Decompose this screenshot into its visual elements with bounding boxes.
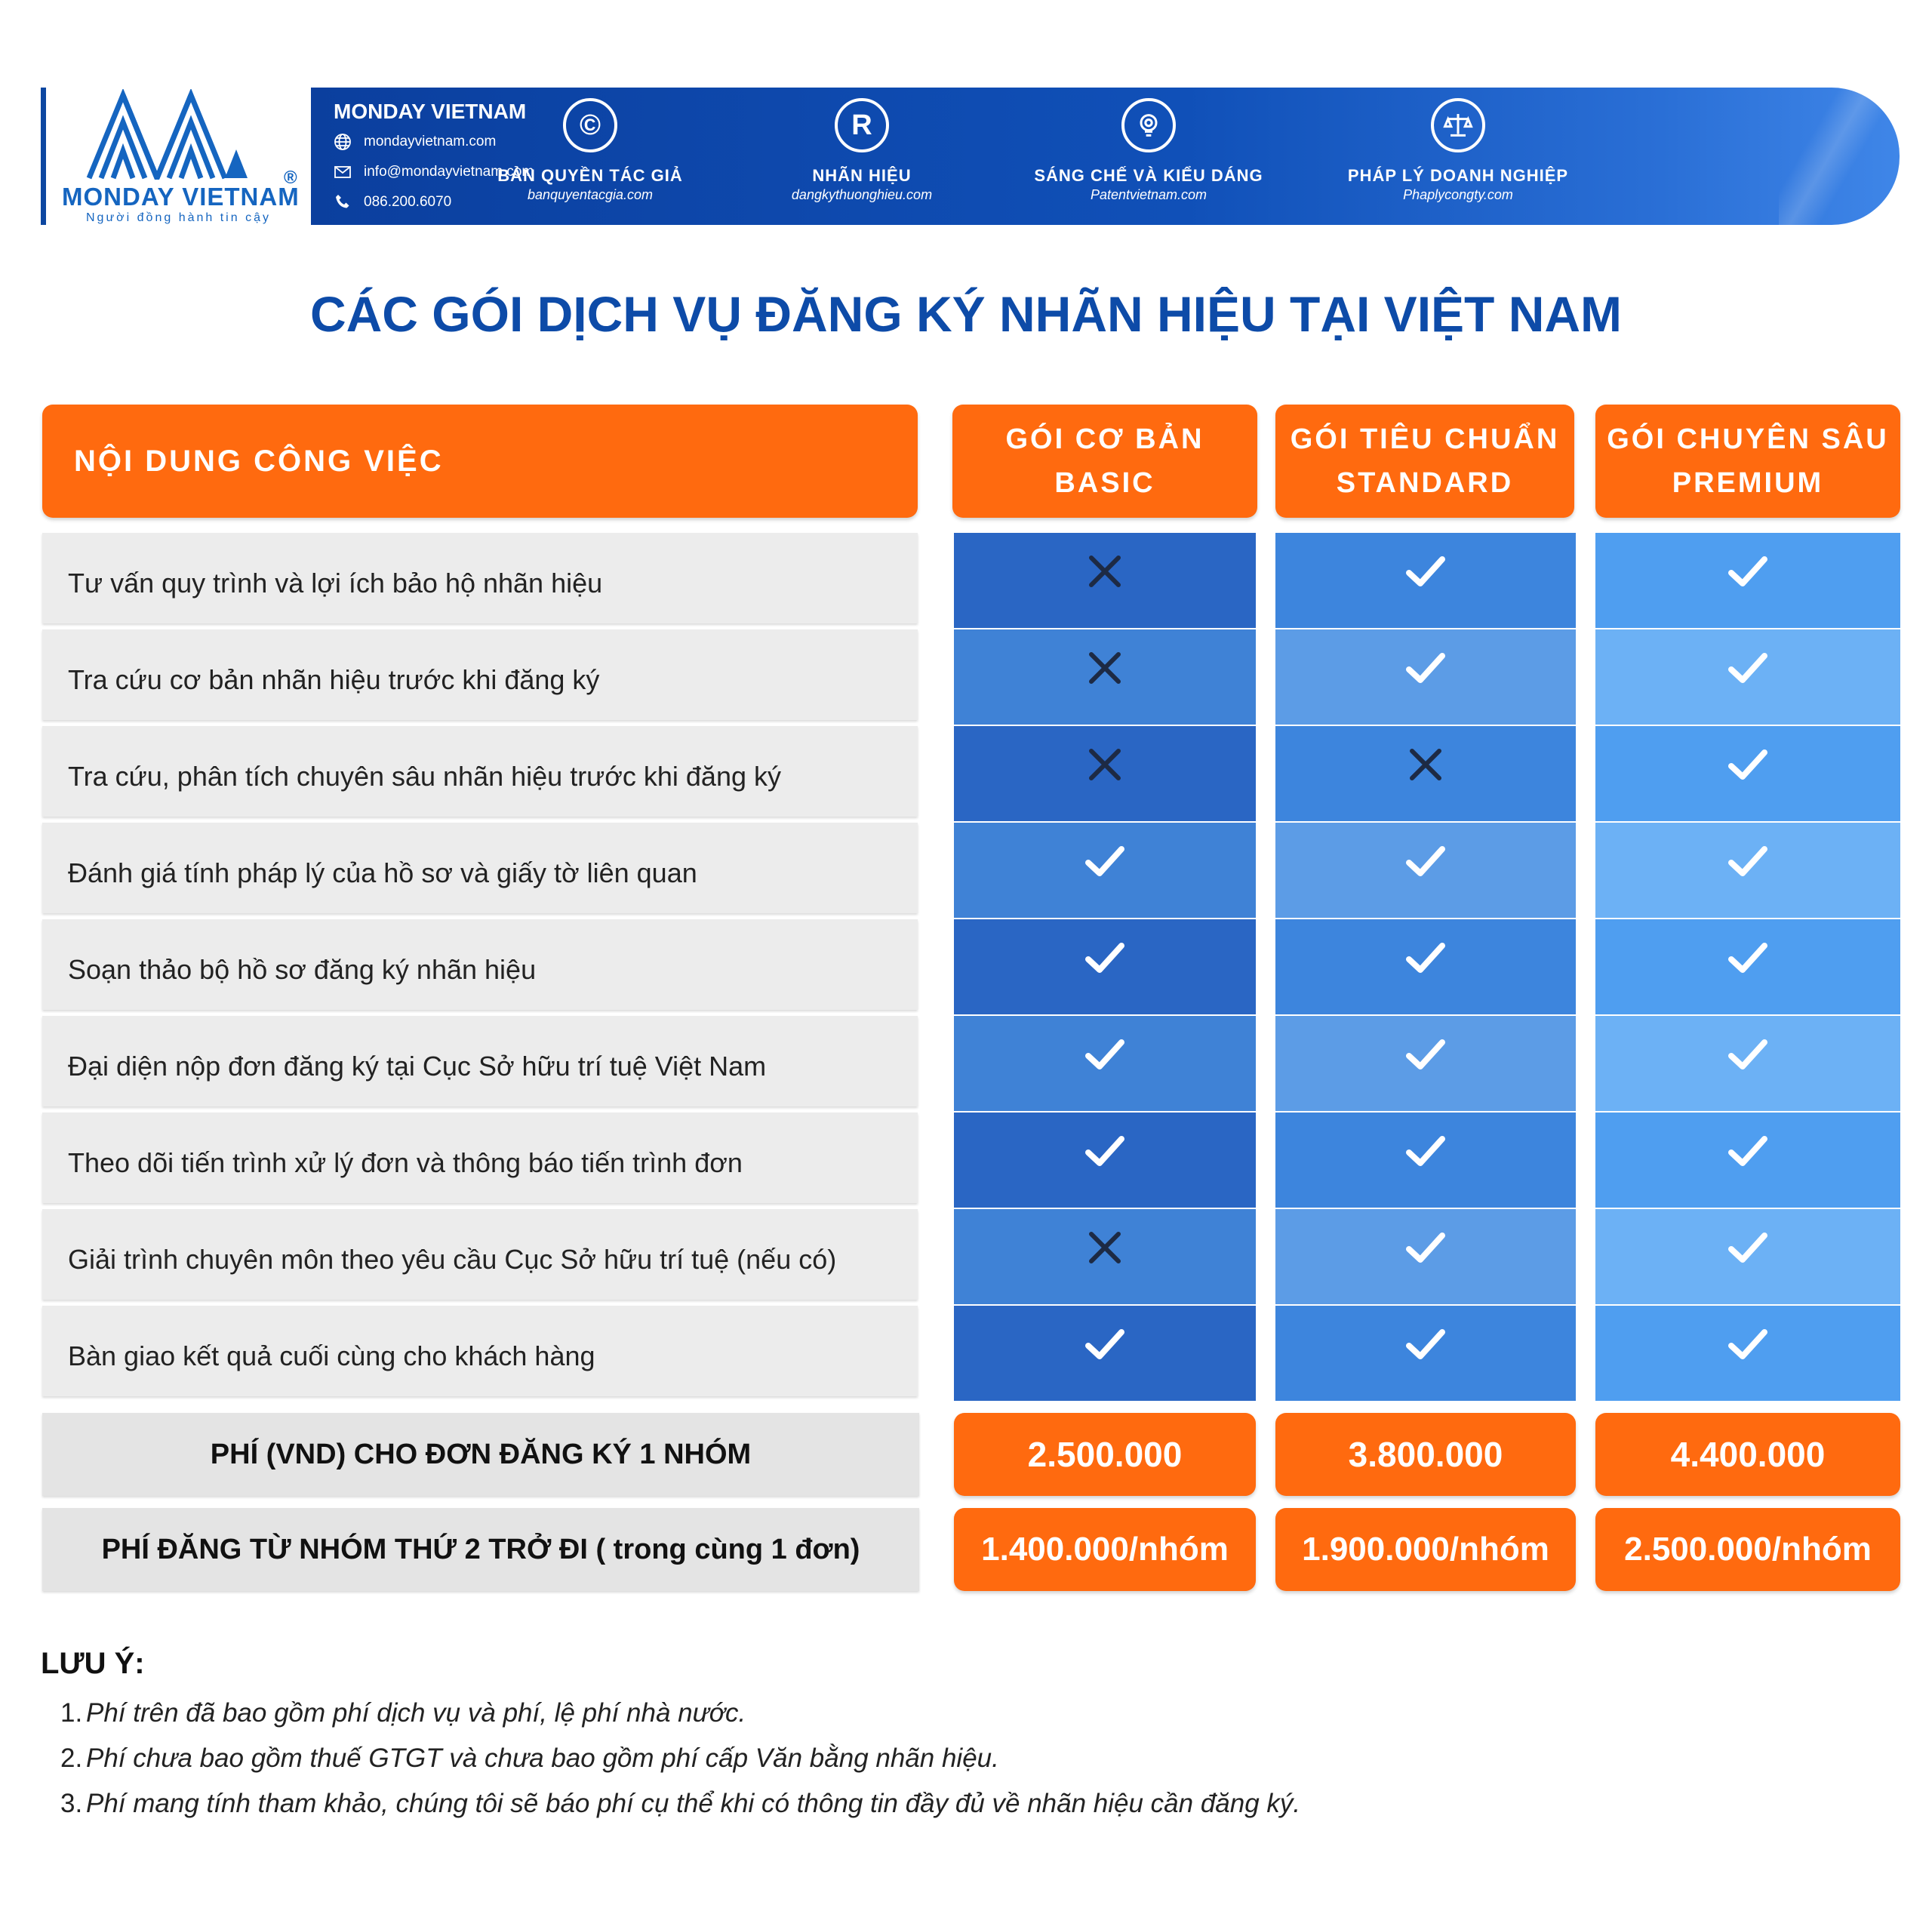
- logo-name: MONDAY VIETNAM: [62, 183, 300, 211]
- check-icon: [1082, 1322, 1128, 1367]
- service-trademark[interactable]: [741, 98, 983, 203]
- feature-cell-basic: [954, 533, 1256, 628]
- feature-cell-standard: [1275, 1306, 1576, 1401]
- check-icon: [1403, 1225, 1448, 1270]
- service-title: BẢN QUYỀN TÁC GIẢ: [497, 166, 683, 185]
- check-icon: [1725, 839, 1770, 884]
- service-title: SÁNG CHẾ VÀ KIỂU DÁNG: [1034, 166, 1263, 185]
- feature-cell-standard: [1275, 1209, 1576, 1304]
- fee-premium: 4.400.000: [1595, 1413, 1900, 1496]
- service-site: Phaplycongty.com: [1403, 187, 1513, 202]
- feature-row-label: Soạn thảo bộ hồ sơ đăng ký nhãn hiệu: [42, 919, 918, 1010]
- check-icon: [1403, 645, 1448, 691]
- feature-cell-premium: [1595, 533, 1900, 628]
- logo-tagline: Người đồng hành tin cậy: [86, 211, 271, 224]
- feature-row-label: Đánh giá tính pháp lý của hồ sơ và giấy tờ liên quan: [42, 823, 918, 913]
- package-header-standard: [1275, 405, 1574, 518]
- package-name: GÓI TIÊU CHUẨN: [1290, 423, 1560, 455]
- service-patent[interactable]: [1020, 98, 1277, 203]
- note-item: [60, 1789, 1300, 1819]
- feature-cell-premium: [1595, 1306, 1900, 1401]
- notes-title: LƯU Ý:: [41, 1647, 145, 1680]
- fee-additional-standard: 1.900.000/nhóm: [1275, 1508, 1576, 1591]
- feature-cell-basic: [954, 1016, 1256, 1111]
- page-title: CÁC GÓI DỊCH VỤ ĐĂNG KÝ NHÃN HIỆU TẠI VIỆT NAM: [309, 286, 1623, 342]
- note-number: 3.: [60, 1789, 83, 1818]
- feature-cell-premium: [1595, 726, 1900, 821]
- feature-row-label: Tra cứu, phân tích chuyên sâu nhãn hiệu trước khi đăng ký: [42, 726, 918, 817]
- fee-label-additional-group: PHÍ ĐĂNG TỪ NHÓM THỨ 2 TRỞ ĐI ( trong cùng 1 đơn): [42, 1508, 919, 1591]
- phone-text: 086.200.6070: [364, 194, 452, 210]
- check-icon: [1403, 549, 1448, 594]
- feature-cell-standard: [1275, 1016, 1576, 1111]
- feature-cell-premium: [1595, 1209, 1900, 1304]
- fee-basic: 2.500.000: [954, 1413, 1256, 1496]
- logo-divider: [41, 88, 46, 225]
- package-tier: PREMIUM: [1672, 467, 1824, 499]
- check-icon: [1403, 1032, 1448, 1077]
- feature-cell-basic: [954, 629, 1256, 725]
- feature-cell-standard: [1275, 726, 1576, 821]
- feature-cell-standard: [1275, 1113, 1576, 1208]
- package-tier: BASIC: [1054, 467, 1155, 499]
- fee-additional-basic: 1.400.000/nhóm: [954, 1508, 1256, 1591]
- package-header-basic: [952, 405, 1257, 518]
- package-name: GÓI CHUYÊN SÂU: [1607, 423, 1889, 455]
- note-number: 2.: [60, 1743, 83, 1773]
- note-item: [60, 1743, 999, 1774]
- fee-standard: 3.800.000: [1275, 1413, 1576, 1496]
- phone-icon: [334, 193, 352, 211]
- feature-row-label: Bàn giao kết quả cuối cùng cho khách hàng: [42, 1306, 918, 1396]
- feature-cell-basic: [954, 726, 1256, 821]
- registered-trademark-icon: R: [835, 98, 889, 152]
- check-icon: [1403, 839, 1448, 884]
- service-copyright[interactable]: [469, 98, 711, 203]
- feature-cell-basic: [954, 823, 1256, 918]
- cross-icon: [1082, 645, 1128, 691]
- monday-logo-mark-icon: [82, 89, 255, 180]
- check-icon: [1403, 935, 1448, 980]
- cross-icon: [1082, 1225, 1128, 1270]
- check-icon: [1725, 742, 1770, 787]
- website-text: mondayvietnam.com: [364, 134, 497, 149]
- note-item: [60, 1698, 746, 1728]
- feature-cell-premium: [1595, 629, 1900, 725]
- service-site: Patentvietnam.com: [1090, 187, 1208, 202]
- copyright-icon: ©: [563, 98, 617, 152]
- service-site: banquyentacgia.com: [527, 187, 654, 202]
- feature-cell-standard: [1275, 533, 1576, 628]
- check-icon: [1082, 839, 1128, 884]
- check-icon: [1403, 1128, 1448, 1174]
- package-tier: STANDARD: [1336, 467, 1514, 499]
- feature-cell-premium: [1595, 1016, 1900, 1111]
- feature-row-label: Theo dõi tiến trình xử lý đơn và thông báo tiến trình đơn: [42, 1113, 918, 1203]
- mail-icon: [334, 163, 352, 181]
- registered-mark: ®: [284, 168, 297, 188]
- check-icon: [1725, 1225, 1770, 1270]
- check-icon: [1082, 935, 1128, 980]
- feature-cell-basic: [954, 1306, 1256, 1401]
- check-icon: [1725, 549, 1770, 594]
- feature-cell-basic: [954, 1113, 1256, 1208]
- fee-additional-premium: 2.500.000/nhóm: [1595, 1508, 1900, 1591]
- note-text: Phí trên đã bao gồm phí dịch vụ và phí, lệ phí nhà nước.: [86, 1698, 746, 1728]
- service-title: NHÃN HIỆU: [812, 166, 912, 185]
- feature-cell-standard: [1275, 629, 1576, 725]
- feature-cell-standard: [1275, 919, 1576, 1014]
- feature-cell-premium: [1595, 919, 1900, 1014]
- company-name: MONDAY VIETNAM: [334, 100, 527, 123]
- check-icon: [1725, 935, 1770, 980]
- feature-cell-premium: [1595, 823, 1900, 918]
- check-icon: [1082, 1128, 1128, 1174]
- check-icon: [1725, 1128, 1770, 1174]
- service-title: PHÁP LÝ DOANH NGHIỆP: [1347, 166, 1569, 185]
- cross-icon: [1403, 742, 1448, 787]
- company-logo[interactable]: [59, 89, 300, 225]
- fee-label-first-group: PHÍ (VND) CHO ĐƠN ĐĂNG KÝ 1 NHÓM: [42, 1413, 919, 1496]
- note-text: Phí chưa bao gồm thuế GTGT và chưa bao gồm phí cấp Văn bằng nhãn hiệu.: [86, 1743, 999, 1773]
- lightbulb-gear-icon: [1121, 98, 1176, 152]
- feature-cell-basic: [954, 919, 1256, 1014]
- header-band: [311, 88, 1900, 225]
- table-header-label: NỘI DUNG CÔNG VIỆC: [42, 405, 918, 518]
- phone-contact[interactable]: [334, 193, 451, 211]
- feature-row-label: Giải trình chuyên môn theo yêu cầu Cục Sở hữu trí tuệ (nếu có): [42, 1209, 918, 1300]
- cross-icon: [1082, 549, 1128, 594]
- check-icon: [1725, 645, 1770, 691]
- check-icon: [1403, 1322, 1448, 1367]
- feature-cell-premium: [1595, 1113, 1900, 1208]
- globe-icon: [334, 133, 352, 151]
- feature-cell-basic: [954, 1209, 1256, 1304]
- check-icon: [1082, 1032, 1128, 1077]
- scales-icon: [1431, 98, 1485, 152]
- note-number: 1.: [60, 1698, 83, 1728]
- package-header-premium: [1595, 405, 1900, 518]
- email-text: info@mondayvietnam.com: [364, 164, 534, 180]
- cross-icon: [1082, 742, 1128, 787]
- package-name: GÓI CƠ BẢN: [1005, 423, 1204, 455]
- feature-row-label: Đại diện nộp đơn đăng ký tại Cục Sở hữu trí tuệ Việt Nam: [42, 1016, 918, 1106]
- feature-row-label: Tra cứu cơ bản nhãn hiệu trước khi đăng ký: [42, 629, 918, 720]
- check-icon: [1725, 1322, 1770, 1367]
- service-site: dangkythuonghieu.com: [791, 187, 933, 202]
- service-legal[interactable]: [1330, 98, 1586, 203]
- note-text: Phí mang tính tham khảo, chúng tôi sẽ báo phí cụ thể khi có thông tin đầy đủ về nhãn hiệu cần đăng ký.: [86, 1789, 1301, 1818]
- feature-row-label: Tư vấn quy trình và lợi ích bảo hộ nhãn hiệu: [42, 533, 918, 623]
- feature-cell-standard: [1275, 823, 1576, 918]
- check-icon: [1725, 1032, 1770, 1077]
